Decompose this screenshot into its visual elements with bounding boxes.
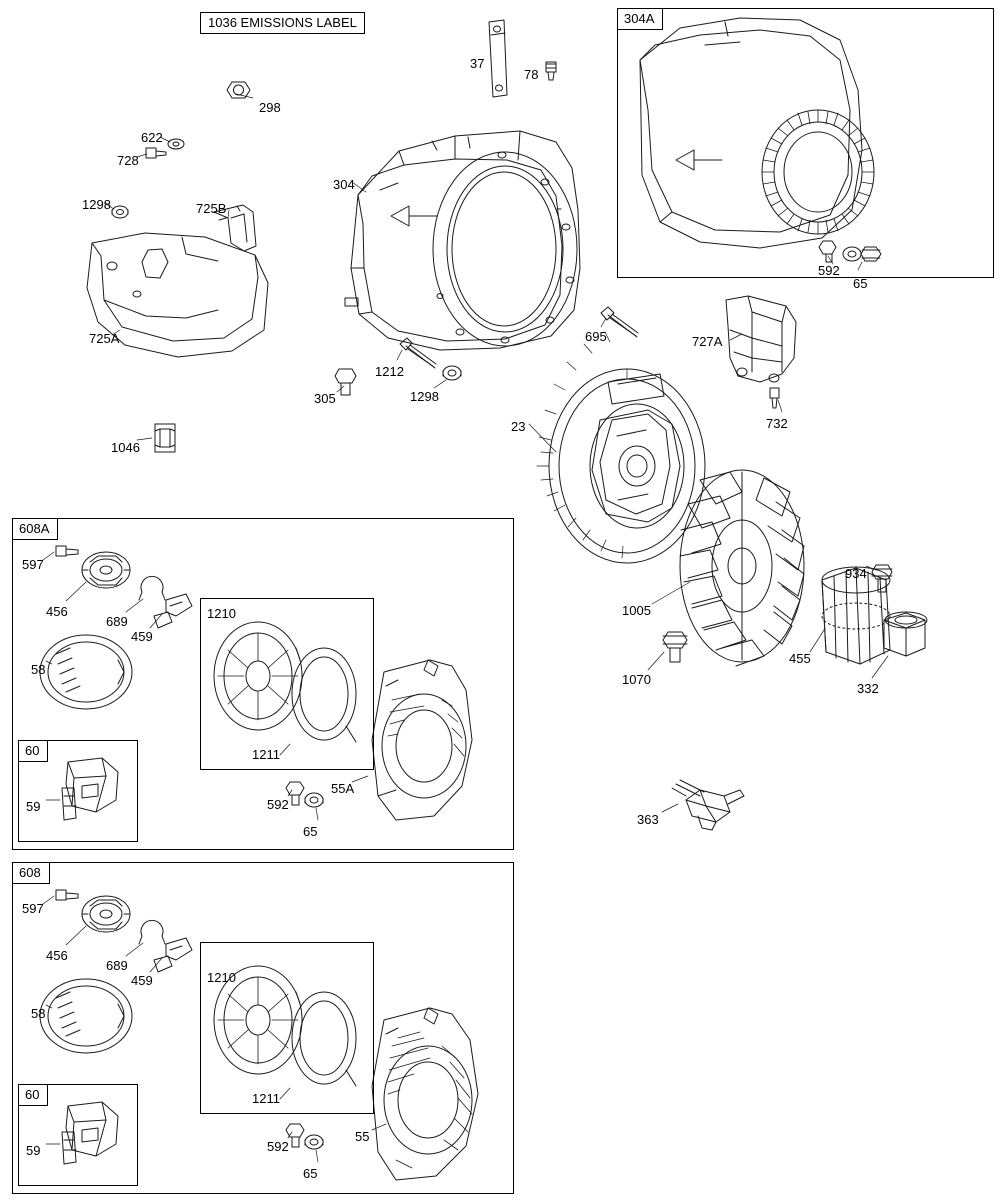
part-1005-fan xyxy=(680,470,804,666)
callout-459-608a: 459 xyxy=(131,629,153,644)
callout-1211-608: 1211 xyxy=(252,1091,280,1106)
callout-934: 934 xyxy=(845,566,867,581)
callout-592-608a: 592 xyxy=(267,797,289,812)
part-332-nut xyxy=(884,612,927,656)
group-tag-608a: 608A xyxy=(13,519,58,540)
callout-459-608: 459 xyxy=(131,973,153,988)
callout-728: 728 xyxy=(117,153,139,168)
callout-1210-608: 1210 xyxy=(207,970,236,985)
callout-689-608a: 689 xyxy=(106,614,128,629)
callout-456-608a: 456 xyxy=(46,604,68,619)
callout-1070: 1070 xyxy=(622,672,651,687)
callout-1298-mid: 1298 xyxy=(410,389,439,404)
part-298-nut xyxy=(227,82,250,98)
callout-78: 78 xyxy=(524,67,539,82)
callout-689-608: 689 xyxy=(106,958,128,973)
part-23-flywheel xyxy=(537,329,705,563)
part-622-washer xyxy=(168,139,184,149)
callout-597-608: 597 xyxy=(22,901,44,916)
callout-305: 305 xyxy=(314,391,336,406)
group-box-608a-pulley xyxy=(200,598,374,770)
callout-65-304a: 65 xyxy=(853,276,868,291)
callout-732: 732 xyxy=(766,416,788,431)
callout-65-608: 65 xyxy=(303,1166,318,1181)
callout-725a: 725A xyxy=(89,331,120,346)
part-363-ignition-parts xyxy=(672,780,744,830)
callout-55: 55 xyxy=(355,1129,370,1144)
callout-332: 332 xyxy=(857,681,879,696)
group-box-304a xyxy=(617,8,994,278)
callout-1212: 1212 xyxy=(375,364,404,379)
callout-456-608: 456 xyxy=(46,948,68,963)
callout-65-608a: 65 xyxy=(303,824,318,839)
callout-725b: 725B xyxy=(196,201,227,216)
part-1298-washer-mid xyxy=(443,366,461,380)
callout-1298-left: 1298 xyxy=(82,197,111,212)
group-tag-608: 608 xyxy=(13,863,50,884)
group-tag-608a-handle: 60 xyxy=(19,741,48,762)
part-1212-bolt xyxy=(400,338,436,368)
callout-695: 695 xyxy=(585,329,607,344)
callout-592-304a: 592 xyxy=(818,263,840,278)
part-37-bracket xyxy=(489,20,507,97)
callout-1046: 1046 xyxy=(111,440,140,455)
part-304-blower-housing xyxy=(345,131,580,350)
callout-1210-608a: 1210 xyxy=(207,606,236,621)
callout-304: 304 xyxy=(333,177,355,192)
part-455-starter-cup xyxy=(822,567,890,664)
group-tag-608-handle: 60 xyxy=(19,1085,48,1106)
callout-455: 455 xyxy=(789,651,811,666)
part-78-screw xyxy=(546,62,556,80)
group-box-608-pulley xyxy=(200,942,374,1114)
part-728-screw xyxy=(146,148,166,158)
emissions-label-box: 1036 EMISSIONS LABEL xyxy=(200,12,365,34)
callout-1005: 1005 xyxy=(622,603,651,618)
callout-622: 622 xyxy=(141,130,163,145)
callout-298: 298 xyxy=(259,100,281,115)
callout-58-608: 58 xyxy=(31,1006,46,1021)
part-727a-guard xyxy=(726,296,796,382)
part-732-screw xyxy=(770,388,779,408)
callout-37: 37 xyxy=(470,56,485,71)
callout-597-608a: 597 xyxy=(22,557,44,572)
part-934-bolt xyxy=(872,565,892,592)
group-tag-304a: 304A xyxy=(618,9,663,30)
callout-1211-608a: 1211 xyxy=(252,747,280,762)
part-1046-grommet xyxy=(155,424,175,452)
callout-727a: 727A xyxy=(692,334,723,349)
callout-55a: 55A xyxy=(331,781,355,796)
callout-592-608: 592 xyxy=(267,1139,289,1154)
callout-59-608a: 59 xyxy=(26,799,41,814)
callout-59-608: 59 xyxy=(26,1143,41,1158)
part-1298-washer-left xyxy=(112,206,128,218)
part-305-bolt xyxy=(335,369,356,395)
callout-58-608a: 58 xyxy=(31,662,46,677)
part-1070-bolt xyxy=(663,632,687,662)
callout-23: 23 xyxy=(511,419,526,434)
callout-363: 363 xyxy=(637,812,659,827)
